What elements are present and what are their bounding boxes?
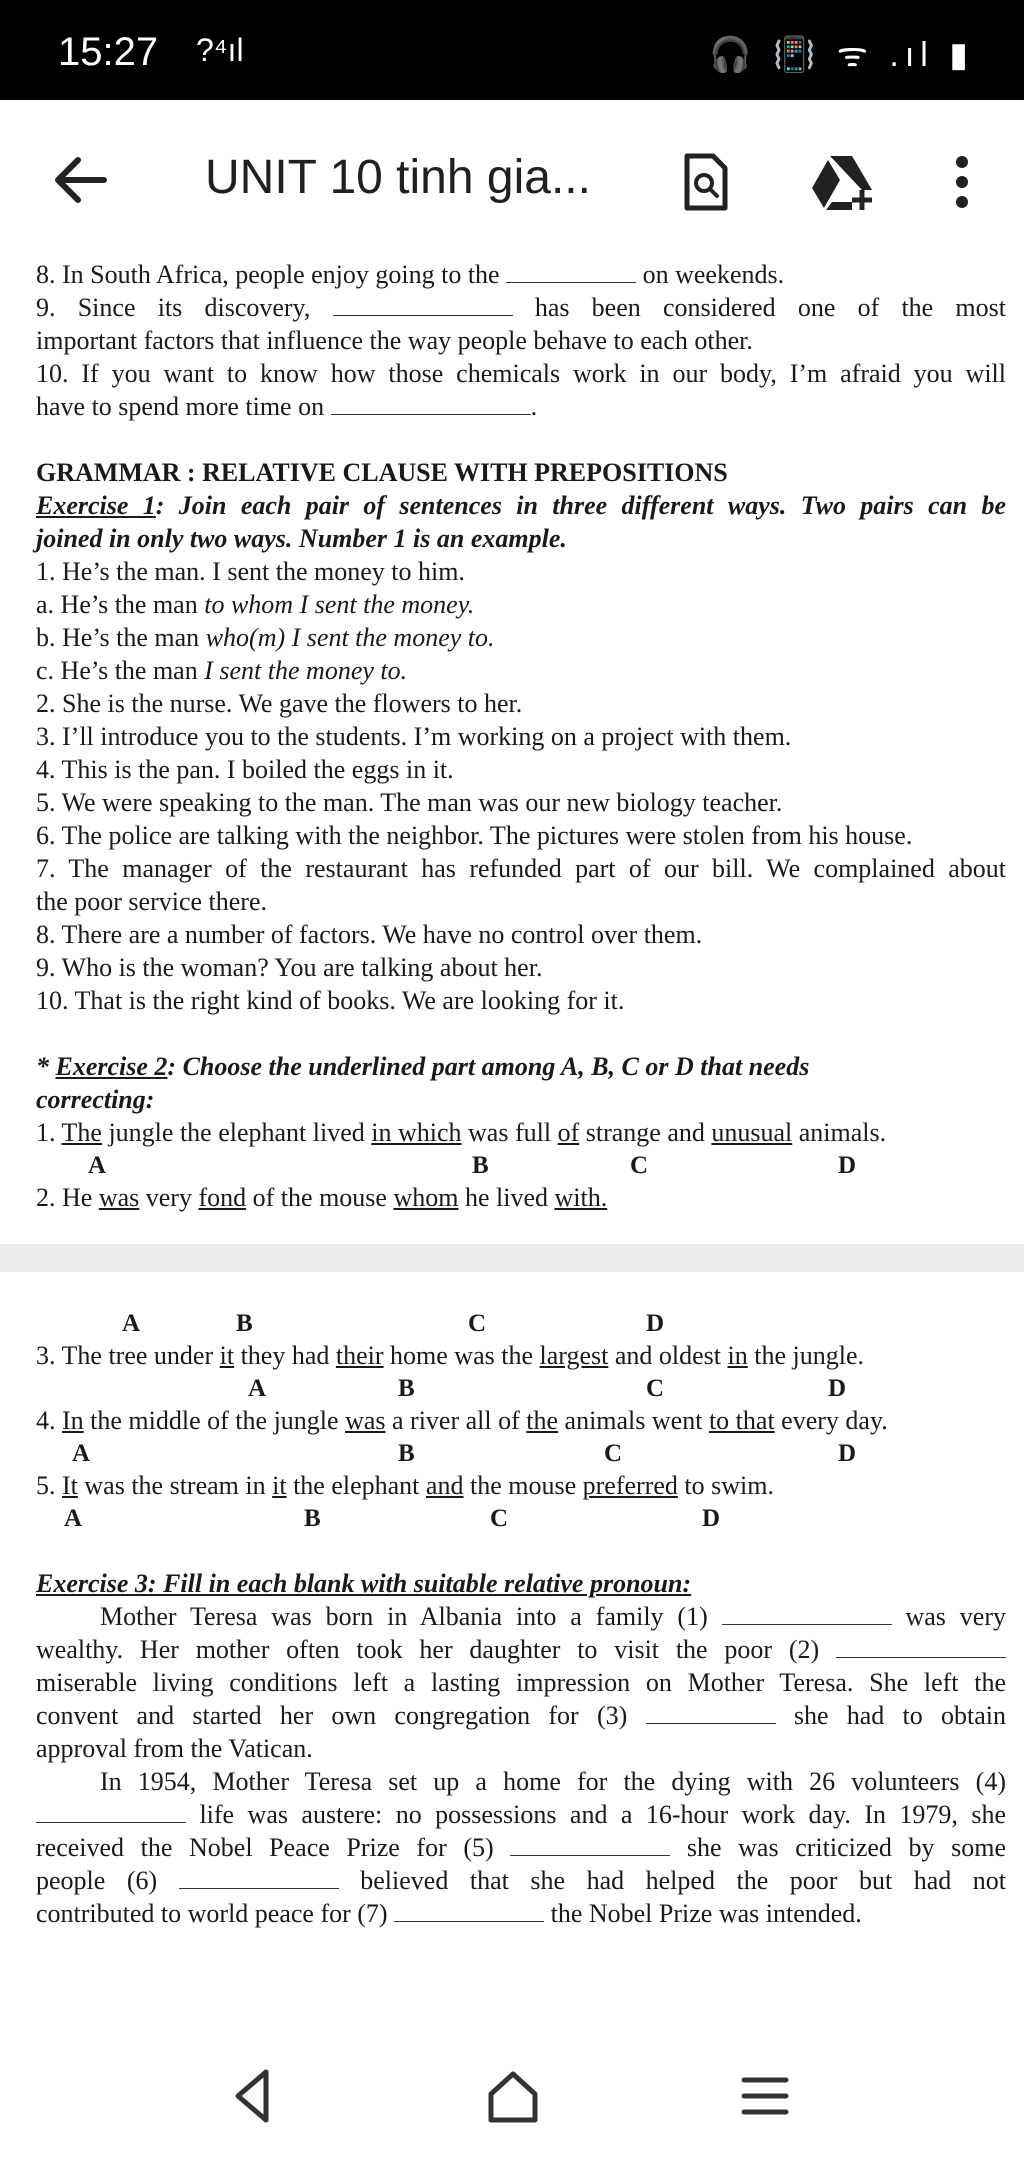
page-separator [0,1244,1024,1272]
blank [331,392,531,415]
vocab-q10: 10. If you want to know how those chemicals work in our body, I’m afraid you will [36,359,1006,388]
list-item: c. He’s the man I sent the money to. [36,656,408,685]
vocab-q9-cont: important factors that influence the way people behave to each other. [36,326,753,355]
signal-hint: ?⁴ıl [196,32,244,68]
document-page-2 [36,1307,1006,1930]
answer-letters: A B C D [248,1375,847,1402]
exercise-2-instructions-cont: correcting: [36,1085,155,1114]
document-title: UNIT 10 tinh gia... [205,151,591,204]
answer-letters: A B C D [64,1505,721,1532]
vocab-q9: 9. Since its discovery, has been considered one of the most [36,293,1006,322]
vocab-q8: 8. In South Africa, people enjoy going to the on weekends. [36,260,785,289]
ex3-line: people (6) believed that she had helped the poor but had not [36,1866,1007,1895]
document-page-1 [36,258,1006,1214]
list-item: 7. The manager of the restaurant has refunded part of our bill. We complained about [36,854,1006,883]
add-to-drive-icon[interactable] [810,152,878,212]
search-in-document-icon[interactable] [683,152,729,212]
list-item: 8. There are a number of factors. We have no control over them. [36,920,703,949]
back-arrow-icon[interactable] [50,152,110,208]
answer-letters: A B C D [88,1152,857,1179]
answer-letters: A B C D [122,1310,665,1337]
list-item: 3. I’ll introduce you to the students. I’m working on a project with them. [36,722,792,751]
ex3-line: contributed to world peace for (7) the Nobel Prize was intended. [36,1899,862,1928]
ex2-question-3: 3. The tree under it they had their home was the largest and oldest in the jungle. [36,1341,865,1370]
list-item: a. He’s the man to whom I sent the money. [36,590,475,619]
ex3-line: Mother Teresa was born in Albania into a family (1) was very [100,1602,1006,1631]
list-item: 4. This is the pan. I boiled the eggs in it. [36,755,454,784]
ex3-line: approval from the Vatican. [36,1734,313,1763]
list-item: b. He’s the man who(m) I sent the money to. [36,623,495,652]
status-bar [0,0,1024,100]
list-item: 9. Who is the woman? You are talking about her. [36,953,543,982]
list-item: 10. That is the right kind of books. We are looking for it. [36,986,625,1015]
status-icons: 🎧 📳 ᯤ .ıl ▮ [709,36,974,74]
ex2-question-2: 2. He was very fond of the mouse whom he lived with. [36,1183,608,1212]
more-vert-icon[interactable] [950,152,974,212]
list-item: 6. The police are talking with the neighbor. The pictures were stolen from his house. [36,821,913,850]
list-item: 5. We were speaking to the man. The man was our new biology teacher. [36,788,783,817]
exercise-1-instructions-cont: joined in only two ways. Number 1 is an example. [36,524,567,553]
ex2-question-1: 1. The jungle the elephant lived in which was full of strange and unusual animals. [36,1118,887,1147]
ex2-question-4: 4. In the middle of the jungle was a river all of the animals went to that every day. [36,1406,888,1435]
exercise-2-instructions: * Exercise 2: Choose the underlined part among A, B, C or D that needs [36,1052,810,1081]
ex3-line: life was austere: no possessions and a 16-hour work day. In 1979, she [36,1798,1006,1831]
ex3-line: miserable living conditions left a lasting impression on Mother Teresa. She left the [36,1668,1006,1697]
app-bar [0,100,1024,260]
grammar-heading: GRAMMAR : RELATIVE CLAUSE WITH PREPOSITIONS [36,458,728,487]
blank [333,293,513,316]
answer-letters: A B C D [72,1440,857,1467]
exercise-1-instructions: Exercise 1: Join each pair of sentences in three different ways. Two pairs can be [36,491,1007,520]
vocab-q10-cont: have to spend more time on . [36,392,538,421]
list-item: 2. She is the nurse. We gave the flowers to her. [36,689,523,718]
nav-home-icon[interactable] [485,2068,541,2124]
nav-back-icon[interactable] [232,2068,272,2124]
exercise-3-title: Exercise 3: Fill in each blank with suitable relative pronoun: [36,1569,692,1598]
ex2-question-5: 5. It was the stream in it the elephant and the mouse preferred to swim. [36,1471,774,1500]
ex3-line: wealthy. Her mother often took her daughter to visit the poor (2) [36,1633,1006,1666]
system-nav-bar [0,2030,1024,2162]
ex3-line: received the Nobel Peace Prize for (5) she was criticized by some [36,1833,1007,1862]
list-item-cont: the poor service there. [36,887,268,916]
nav-recents-icon[interactable] [740,2068,790,2124]
ex3-line: convent and started her own congregation for (3) she had to obtain [36,1701,1007,1730]
blank [506,260,636,283]
ex3-line: In 1954, Mother Teresa set up a home for the dying with 26 volunteers (4) [100,1767,1006,1796]
clock: 15:27 [58,30,159,74]
list-item: 1. He’s the man. I sent the money to him. [36,557,465,586]
